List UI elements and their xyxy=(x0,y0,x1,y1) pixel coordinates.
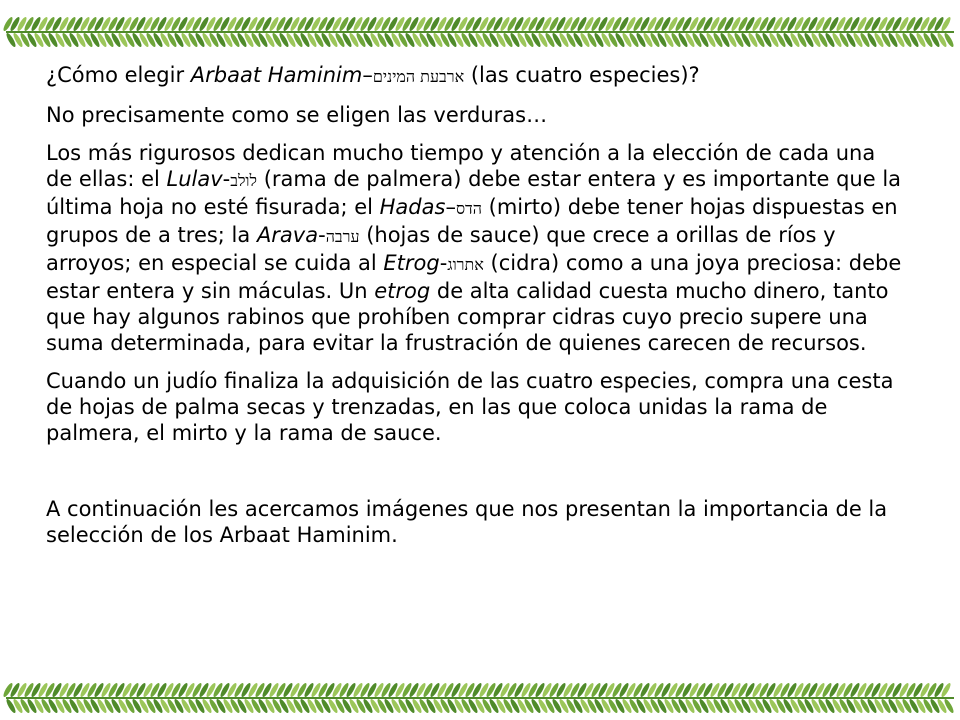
document-body xyxy=(46,62,908,548)
title-question xyxy=(46,62,908,90)
hebrew-etrog: אתרוג xyxy=(447,255,484,274)
top-leaf-garland xyxy=(0,10,960,50)
body-text-3: (mirto) debe tener hojas dispuestas en grupos de a tres; la xyxy=(46,195,898,247)
subtitle: No precisamente como se eligen las verduras… xyxy=(46,103,548,127)
term-arava: Arava xyxy=(256,223,319,247)
hebrew-arava: ערבה xyxy=(325,227,360,246)
term-etrog: Etrog xyxy=(383,251,440,275)
basket-paragraph: Cuando un judío finaliza la adquisición de las cuatro especies, compra una cesta de hojas de palma secas y trenzadas, en las que coloca unidas la rama de palmera, el mirto y la rama de sauce. xyxy=(46,369,894,445)
closing-paragraph: A continuación les acercamos imágenes que nos presentan la importancia de la selección de los Arbaat Haminim. xyxy=(46,497,888,547)
title-prefix: ¿Cómo elegir xyxy=(46,63,191,87)
term-etrog-lower: etrog xyxy=(374,279,431,303)
title-dash: – xyxy=(362,63,373,87)
arava-dash: - xyxy=(318,223,326,247)
body-text-6: de alta calidad cuesta mucho dinero, tanto que hay algunos rabinos que prohíben comprar cidras cuyo precio supere una suma determinada, para evitar la frustración de quienes carecen de recursos. xyxy=(46,279,889,355)
hebrew-lulav: לולב xyxy=(230,171,258,190)
body-text-1: Los más rigurosos dedican mucho tiempo y atención a la elección de cada una de ellas: el xyxy=(46,141,876,191)
bottom-leaf-garland xyxy=(0,676,960,716)
title-term: Arbaat Haminim xyxy=(190,63,363,87)
hebrew-hadas: הדס xyxy=(455,199,482,218)
body-text-4: (hojas de sauce) que crece a orillas de ríos y arroyos; en especial se cuida al xyxy=(46,223,836,275)
species-paragraph xyxy=(46,140,908,356)
body-text-2: (rama de palmera) debe estar entera y es importante que la última hoja no esté fisurada; el xyxy=(46,167,902,219)
title-hebrew: ארבעת המינים xyxy=(372,67,465,86)
hadas-dash: – xyxy=(445,195,456,219)
term-lulav: Lulav xyxy=(166,167,223,191)
lulav-dash: - xyxy=(222,167,231,191)
title-suffix: (las cuatro especies)? xyxy=(464,63,700,87)
etrog-dash: - xyxy=(439,251,448,275)
term-hadas: Hadas xyxy=(379,195,446,219)
body-text-5: (cidra) como a una joya preciosa: debe estar entera y sin máculas. Un xyxy=(46,251,902,303)
